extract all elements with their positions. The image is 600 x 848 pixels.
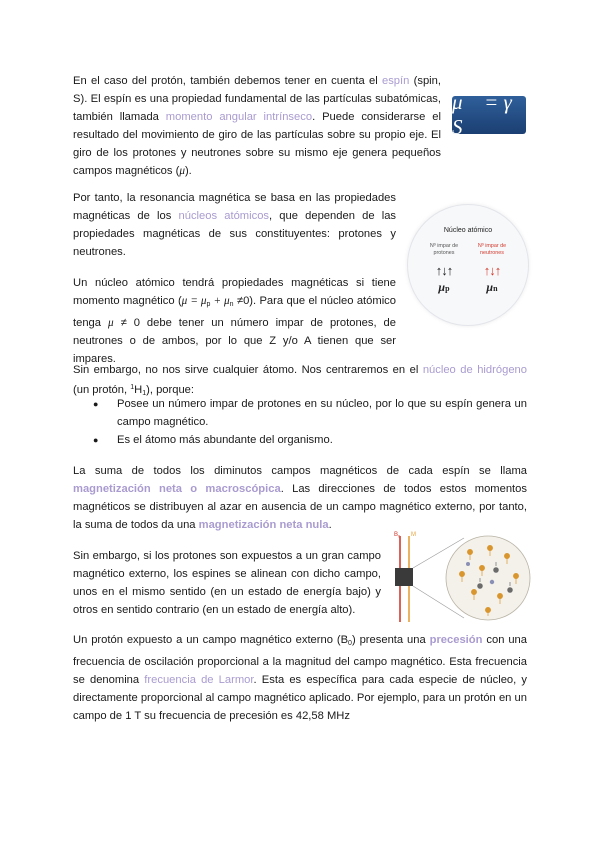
nucleus-title: Núcleo atómico	[443, 227, 493, 234]
term-momento-angular: momento angular intrínseco	[165, 111, 313, 123]
term-precesion: precesión	[429, 634, 483, 646]
b0-label: $B_0$	[394, 532, 401, 539]
odd-neutrons-label: Nº impar de neutrones	[477, 243, 507, 256]
nucleus-diagram	[407, 204, 529, 326]
paragraph-resonancia: Por tanto, la resonancia magnética se basa en las propiedades magnéticas de los núcleos atómicos, que dependen de las propiedades magnéticas de sus constituyentes: protones y neutrones.	[73, 192, 397, 258]
paragraph-magnetizacion: La suma de todos los diminutos campos magnéticos de cada espín se llama magnetización neta o macroscópica. Las direcciones de todos estos momentos magnéticos se distribuyen al azar en ausencia de un campo magnético externo, por tanto, la suma de todos da una magnetización neta nula.	[73, 465, 527, 531]
term-frecuencia-larmor: frecuencia de Larmor	[144, 674, 254, 686]
term-magnetizacion-neta: magnetización neta o macroscópica	[73, 483, 281, 495]
paragraph-spin: En el caso del protón, también debemos tener en cuenta el espín (spin, S). El espín es una propiedad fundamental de las partículas subatómicas, también llamada momento angular intrínseco. Puede considerarse el resultado del movimiento de giro de las partículas sobre su propio eje. El giro de los protones y neutrones sobre su mismo eje genera pequeños campos magnéticos (μ).	[73, 75, 442, 177]
m-label: M	[411, 532, 416, 538]
paragraph-nucleo-magnetico: Un núcleo atómico tendrá propiedades magnéticas si tiene momento magnético $(\mu = \mu_p + \mu_n \ne 0)$. Para que el núcleo atómico tenga μ ≠ 0 debe tener un número impar de protones, de neutrones o de ambos, por lo que Z y/o A tienen que ser impares.	[73, 277, 397, 365]
spin-formula: μ⃗ = γ S⃗	[452, 90, 512, 139]
spin-formula-box	[452, 90, 526, 139]
reasons-list	[93, 395, 527, 449]
list-item: ● Es el átomo más abundante del organismo.	[93, 431, 527, 449]
term-magnetizacion-nula: magnetización neta nula	[198, 519, 329, 531]
paragraph-hidrogeno: Sin embargo, no nos sirve cualquier átomo. Nos centraremos en el núcleo de hidrógeno (un protón, $^1H_1$), porque:	[73, 364, 527, 397]
paragraph-precesion: Un protón expuesto a un campo magnético externo $(B_0)$ presenta una precesión con una frecuencia de oscilación proporcional a la magnitud del campo magnético. Esta frecuencia se denomina frecuencia de Larmor. Esta es específica para cada especie de núcleo, y directamente proporcional al campo magnético aplicado. Por ejemplo, para un protón en un campo de 1 T su frecuencia de precesión es 42,58 MHz	[73, 634, 528, 722]
paragraph-campo-externo: Sin embargo, si los protones son expuestos a un gran campo magnético externo, los espines se alinean con dicho campo, unos en el mismo sentido (en un estado de energía bajo) y otros en sentido contrario (en un estado de energía alto).	[73, 550, 381, 616]
term-spin: espín	[381, 75, 410, 87]
proton-spin-arrows: ↑↓↑	[435, 263, 453, 278]
odd-protons-label: Nº impar de protones	[429, 243, 459, 256]
sample-block	[395, 568, 413, 586]
mu-proton-label: μp	[438, 280, 450, 294]
term-nucleos-atomicos: núcleos atómicos	[178, 210, 270, 222]
term-nucleo-hidrogeno: núcleo de hidrógeno	[422, 364, 527, 376]
neutron-spin-arrows: ↑↓↑	[483, 263, 501, 278]
magnetization-diagram	[392, 530, 532, 626]
list-item: ● Posee un número impar de protones en su núcleo, por lo que su espín genera un campo magnético.	[93, 395, 527, 431]
mu-neutron-label: μn	[486, 280, 498, 294]
